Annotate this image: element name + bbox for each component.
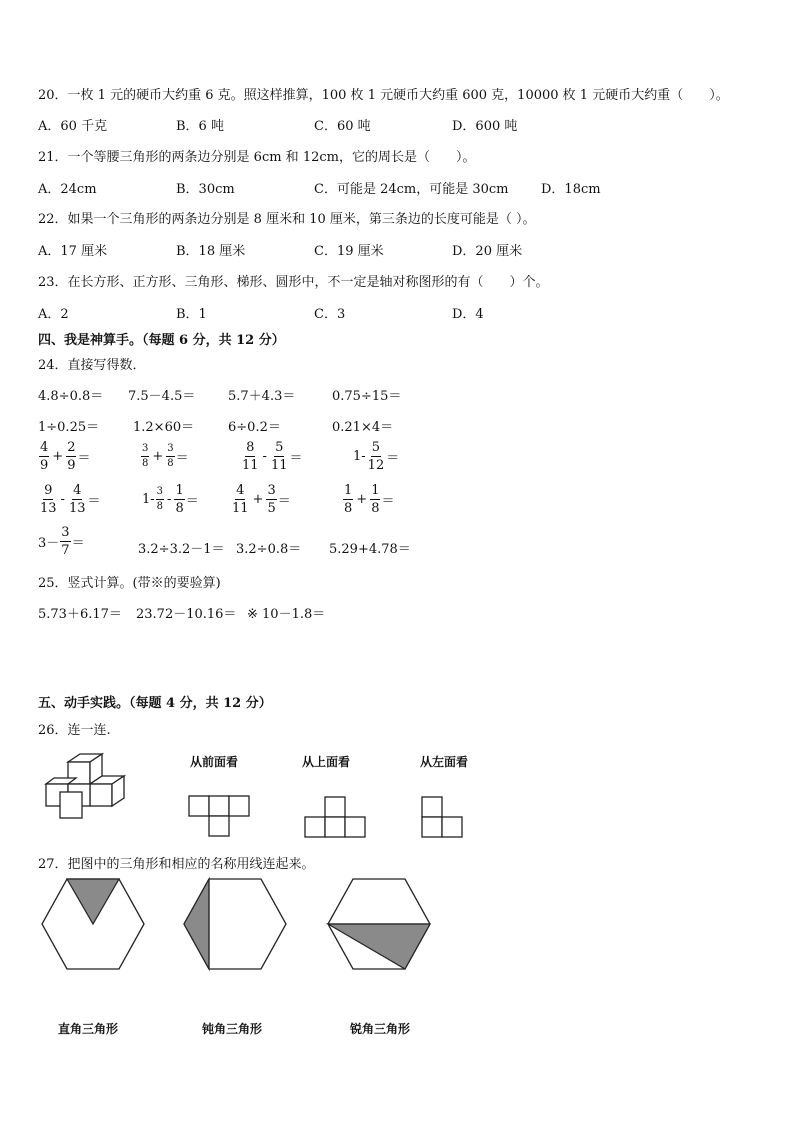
section-4-title: 四、我是神算手。（每题 6 分，共 12 分） (38, 333, 285, 348)
hexagon-triangle-figure-1[interactable] (40, 876, 146, 972)
q20-option-a[interactable]: A．60 千克 (38, 119, 108, 134)
left-view-figure (421, 796, 467, 840)
question-21-text: 21．一个等腰三角形的两条边分别是 6cm 和 12cm，它的周长是（ ）。 (38, 150, 476, 165)
triangle-name-right[interactable]: 直角三角形 (58, 1022, 119, 1036)
question-22-text: 22．如果一个三角形的两条边分别是 8 厘米和 10 厘米，第三条边的长度可能是（ ）。 (38, 212, 536, 227)
calc-item: 1.2×60＝ (133, 420, 195, 435)
q23-option-c[interactable]: C．3 (314, 307, 346, 322)
calc-item: 3.2÷3.2－1＝ (138, 542, 225, 557)
fraction-expression: 1- 3 8 - 1 8 ＝ (142, 483, 199, 516)
question-26-title: 26．连一连. (38, 723, 111, 738)
q22-option-b[interactable]: B．18 厘米 (176, 244, 246, 259)
view-label-top[interactable]: 从上面看 (302, 755, 351, 769)
view-label-left[interactable]: 从左面看 (420, 755, 469, 769)
q21-option-c[interactable]: C．可能是 24cm，可能是 30cm (314, 182, 509, 197)
view-label-front[interactable]: 从前面看 (190, 755, 239, 769)
calc-item: 6÷0.2＝ (228, 420, 281, 435)
question-20-text: 20．一枚 1 元的硬币大约重 6 克。照这样推算，100 枚 1 元硬币大约重 600 克，10000 枚 1 元硬币大约重（ ）。 (38, 88, 729, 103)
fraction-expression: 9 13 - 4 13 ＝ (40, 483, 101, 516)
q23-option-b[interactable]: B．1 (176, 307, 207, 322)
top-view-figure (304, 796, 374, 840)
q22-option-d[interactable]: D．20 厘米 (452, 244, 523, 259)
calc-item: 7.5－4.5＝ (128, 389, 196, 404)
vertical-calc-item: 5.73＋6.17＝ (38, 607, 122, 622)
q23-option-a[interactable]: A．2 (38, 307, 69, 322)
q21-option-d[interactable]: D．18cm (541, 182, 601, 197)
q22-option-a[interactable]: A．17 厘米 (38, 244, 108, 259)
q20-option-b[interactable]: B．6 吨 (176, 119, 224, 134)
question-25-title: 25．竖式计算。(带※的要验算) (38, 576, 221, 591)
calc-item: 4.8÷0.8＝ (38, 389, 104, 404)
fraction-expression: 3－ 3 7 ＝ (38, 525, 85, 558)
question-23-text: 23．在长方形、正方形、三角形、梯形、圆形中，不一定是轴对称图形的有（ ）个。 (38, 275, 549, 290)
q20-option-d[interactable]: D．600 吨 (452, 119, 518, 134)
cube-stack-figure (40, 750, 140, 822)
q21-option-a[interactable]: A．24cm (38, 182, 97, 197)
vertical-calc-item: ※ 10－1.8＝ (247, 607, 326, 622)
calc-item: 5.7＋4.3＝ (228, 389, 296, 404)
fraction-expression: 1 8 + $\frac{1}{8}$ ＝ (344, 483, 395, 516)
hexagon-triangle-figure-2[interactable] (182, 876, 288, 972)
calc-item: 0.21×4＝ (332, 420, 394, 435)
fraction-expression: 4 9 + $\frac{2}{9}$ ＝ (40, 440, 91, 473)
fraction-expression: 4 11 + $\frac{3}{5}$ ＝ (232, 483, 291, 516)
fraction-expression: 1- 5 12 ＝ (353, 440, 400, 473)
triangle-name-obtuse[interactable]: 钝角三角形 (202, 1022, 263, 1036)
question-24-title: 24．直接写得数． (38, 358, 146, 373)
fraction-expression: 3 8 + $\frac{3}{8}$ ＝ (142, 443, 189, 469)
vertical-calc-item: 23.72－10.16＝ (136, 607, 237, 622)
q21-option-b[interactable]: B．30cm (176, 182, 235, 197)
fraction-expression: 8 11 - 5 11 ＝ (242, 440, 303, 473)
q23-option-d[interactable]: D．4 (452, 307, 484, 322)
calc-item: 5.29+4.78＝ (329, 542, 411, 557)
q22-option-c[interactable]: C．19 厘米 (314, 244, 384, 259)
calc-item: 0.75÷15＝ (332, 389, 402, 404)
question-27-title: 27．把图中的三角形和相应的名称用线连起来。 (38, 857, 315, 872)
triangle-name-acute[interactable]: 锐角三角形 (350, 1022, 411, 1036)
q20-option-c[interactable]: C．60 吨 (314, 119, 371, 134)
section-5-title: 五、动手实践。（每题 4 分，共 12 分） (38, 696, 272, 711)
hexagon-triangle-figure-3[interactable] (326, 876, 432, 972)
front-view-figure (188, 795, 272, 839)
calc-item: 1÷0.25＝ (38, 420, 100, 435)
calc-item: 3.2÷0.8＝ (236, 542, 302, 557)
